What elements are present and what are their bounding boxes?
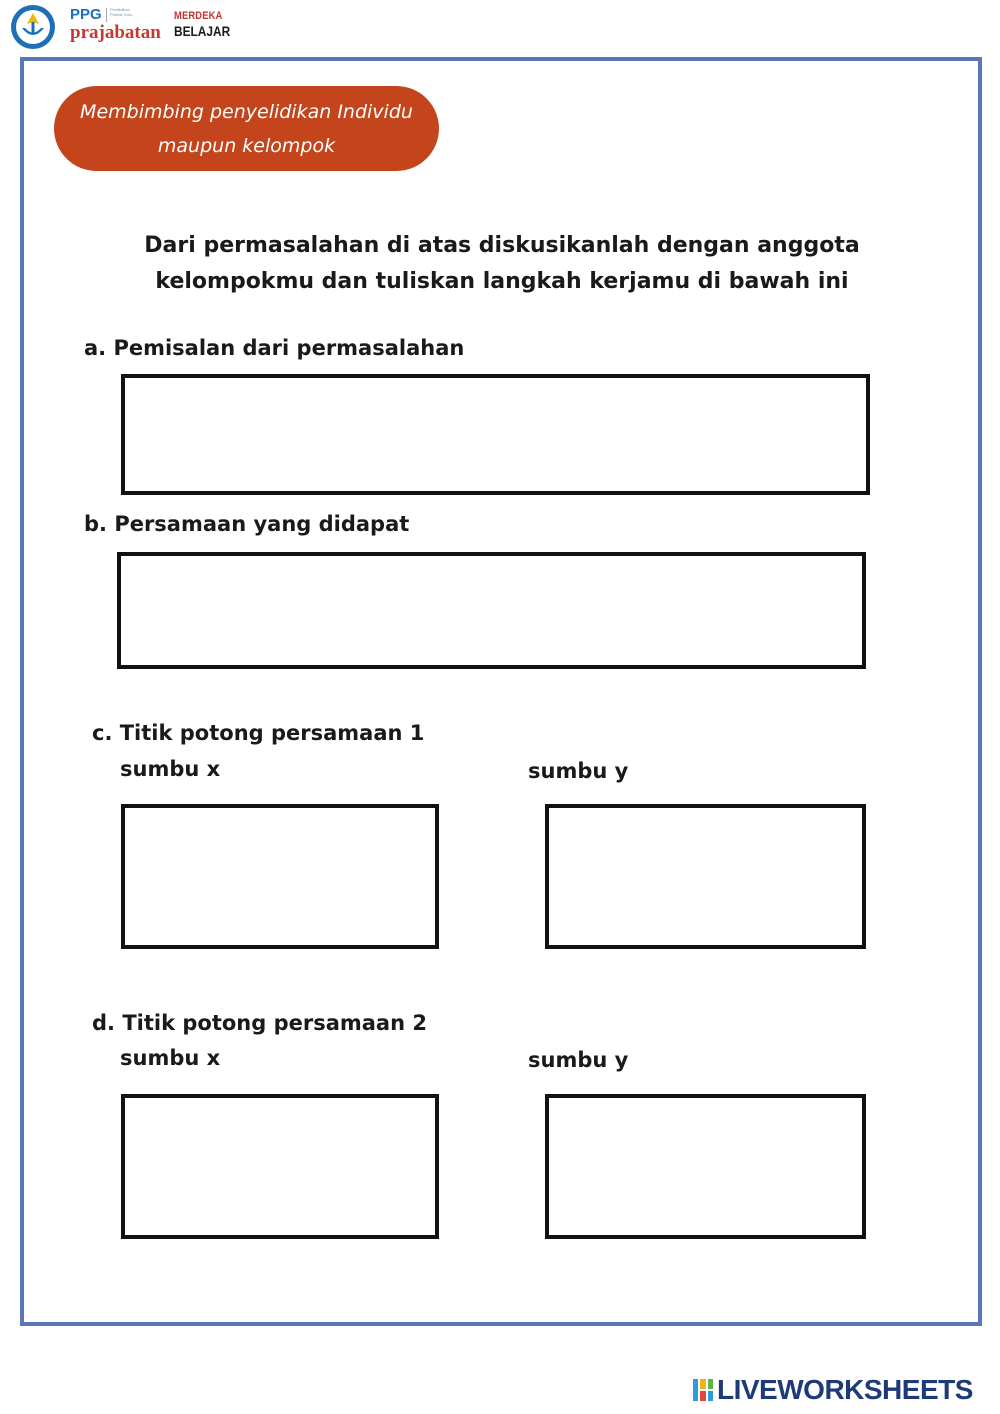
section-a-label: a. Pemisalan dari permasalahan <box>84 336 465 360</box>
answer-box-c-y[interactable] <box>545 804 866 949</box>
ppg-logo-text: PPG <box>70 6 102 23</box>
answer-box-b[interactable] <box>117 552 866 669</box>
section-d-y-label: sumbu y <box>528 1048 629 1072</box>
belajar-logo-text: BELAJAR <box>174 23 231 39</box>
badge-line-1: Membimbing penyelidikan Individu <box>80 100 413 123</box>
instruction-line-1: Dari permasalahan di atas diskusikanlah dengan anggota <box>144 233 860 258</box>
answer-box-d-y[interactable] <box>545 1094 866 1239</box>
tut-wuri-handayani-logo <box>8 4 58 50</box>
liveworksheets-icon <box>692 1377 714 1403</box>
ppg-separator <box>106 8 107 22</box>
answer-box-c-x[interactable] <box>121 804 439 949</box>
badge-line-2: maupun kelompok <box>157 134 336 157</box>
liveworksheets-text: LIVEWORKSHEETS <box>717 1374 973 1405</box>
section-c-label: c. Titik potong persamaan 1 <box>92 721 425 745</box>
section-d-x-label: sumbu x <box>120 1046 221 1070</box>
merdeka-logo-text: MERDEKA <box>174 10 223 22</box>
answer-box-d-x[interactable] <box>121 1094 439 1239</box>
answer-box-a[interactable] <box>121 374 870 495</box>
instruction-line-2: kelompokmu dan tuliskan langkah kerjamu di bawah ini <box>155 269 849 294</box>
section-c-y-label: sumbu y <box>528 759 629 783</box>
section-b-label: b. Persamaan yang didapat <box>84 512 410 536</box>
ppg-subtitle: Pendidikan Profesi Guru <box>110 7 133 17</box>
prajabatan-logo-text: prajabatan <box>70 22 161 43</box>
section-c-x-label: sumbu x <box>120 757 221 781</box>
liveworksheets-logo <box>692 1373 973 1407</box>
section-d-label: d. Titik potong persamaan 2 <box>92 1011 427 1035</box>
section-badge <box>54 86 439 171</box>
instruction-text <box>60 228 944 300</box>
